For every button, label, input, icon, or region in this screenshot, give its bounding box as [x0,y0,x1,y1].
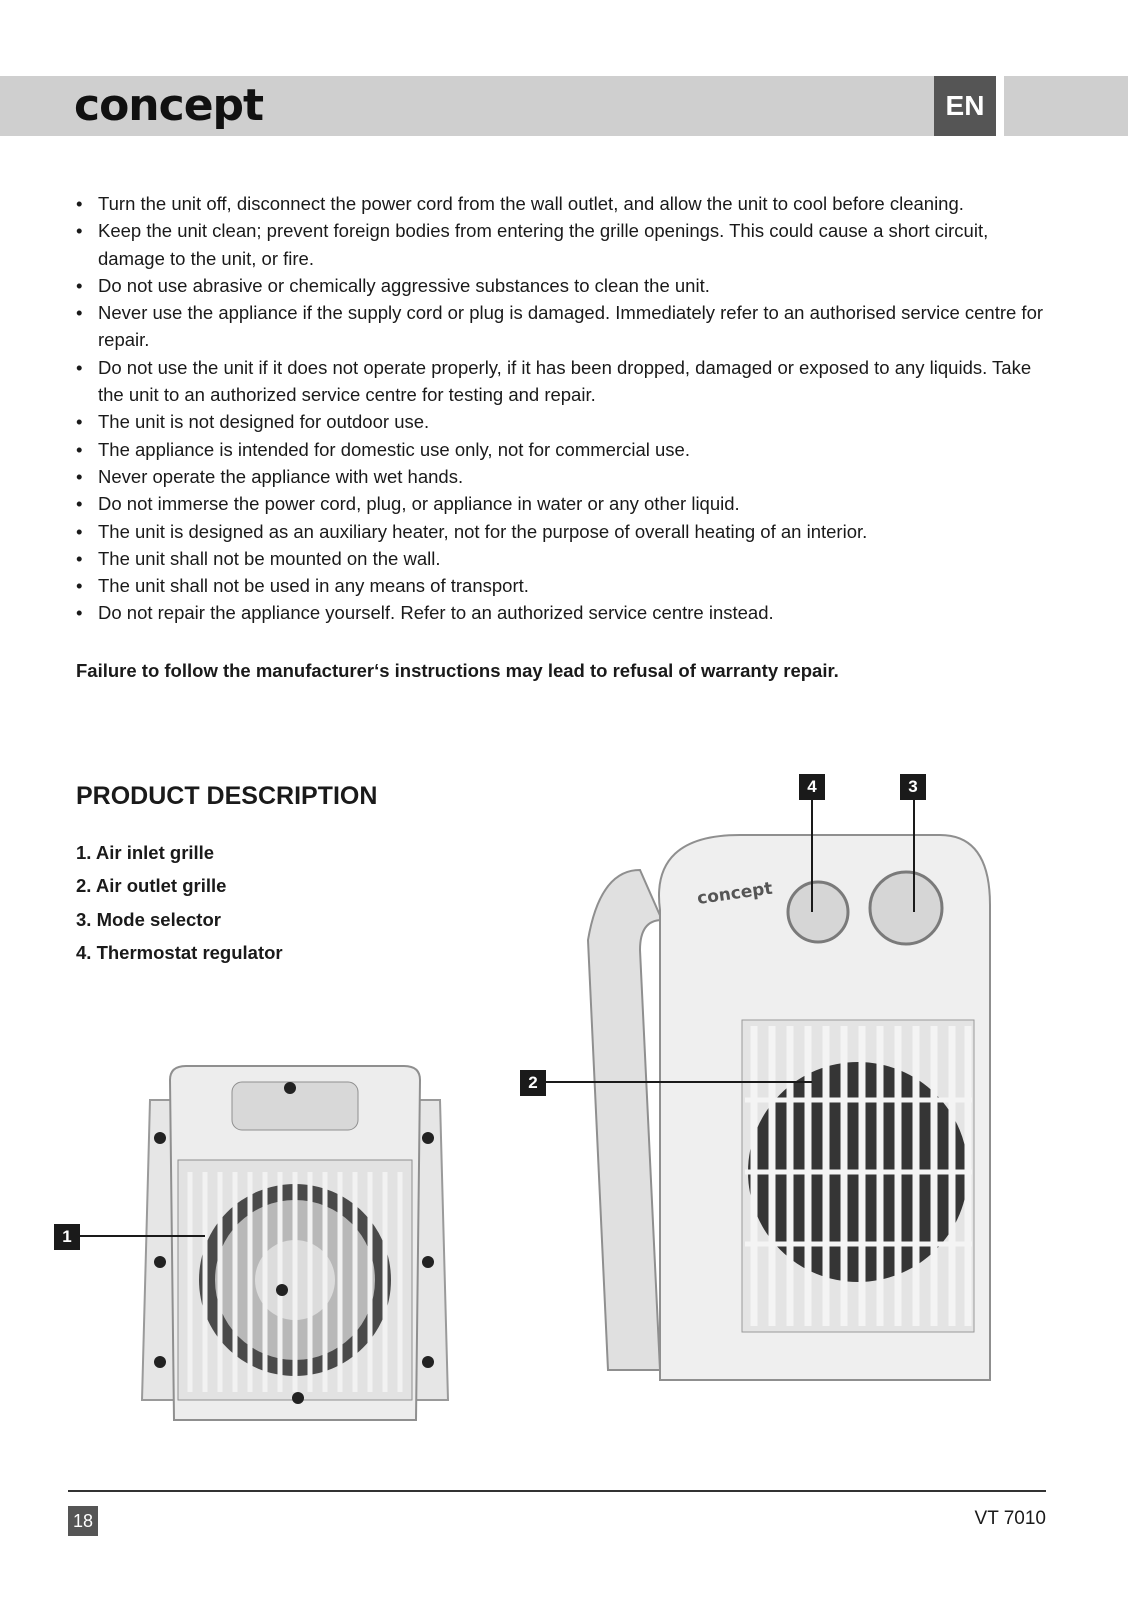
warranty-warning: Failure to follow the manufacturer‘s instructions may lead to refusal of warranty repair. [76,660,839,681]
list-item: • Never use the appliance if the supply cord or plug is damaged. Immediately refer to an authorised service centre for repair. [76,299,1051,354]
list-item: • Do not use the unit if it does not operate properly, if it has been dropped, damaged or exposed to any liquids. Take the unit to an authorized service centre for testing and repair. [76,354,1051,409]
callout-3: 3 [900,774,926,800]
page-number: 18 [68,1506,98,1536]
section-title: PRODUCT DESCRIPTION [76,782,378,810]
list-item: • The unit is designed as an auxiliary heater, not for the purpose of overall heating of an interior. [76,518,1051,545]
language-badge: EN [934,76,1004,136]
list-item: • Do not use abrasive or chemically aggressive substances to clean the unit. [76,272,1051,299]
list-item: • Do not immerse the power cord, plug, or appliance in water or any other liquid. [76,490,1051,517]
part-item: 1. Air inlet grille [76,842,215,863]
list-item: • Do not repair the appliance yourself. Refer to an authorized service centre instead. [76,599,1051,626]
list-item: • Turn the unit off, disconnect the power cord from the wall outlet, and allow the unit to cool before cleaning. [76,190,1051,217]
list-item: • The unit shall not be used in any means of transport. [76,572,1051,599]
brand-logo: concept [74,80,264,131]
part-item: 3. Mode selector [76,908,221,930]
list-item: • The appliance is intended for domestic use only, not for commercial use. [76,436,1051,463]
part-item: 2. Air outlet grille [76,875,227,897]
callout-1: 1 [54,1224,80,1250]
model-number: VT 7010 [974,1508,1046,1529]
list-item: • The unit shall not be mounted on the wall. [76,545,1051,572]
list-item: • The unit is not designed for outdoor use. [76,408,1051,435]
rear-view-heater [142,1066,448,1420]
callout-2: 2 [520,1070,546,1096]
list-item: • Keep the unit clean; prevent foreign bodies from entering the grille openings. This could cause a short circuit, damage to the unit, or fire. [76,217,1051,272]
footer-rule [68,1490,1046,1492]
list-item: • Never operate the appliance with wet hands. [76,463,1051,490]
part-item: 4. Thermostat regulator [76,941,283,963]
device-logo: concept [695,878,774,909]
front-view-heater [588,835,990,1380]
callout-4: 4 [799,774,825,800]
